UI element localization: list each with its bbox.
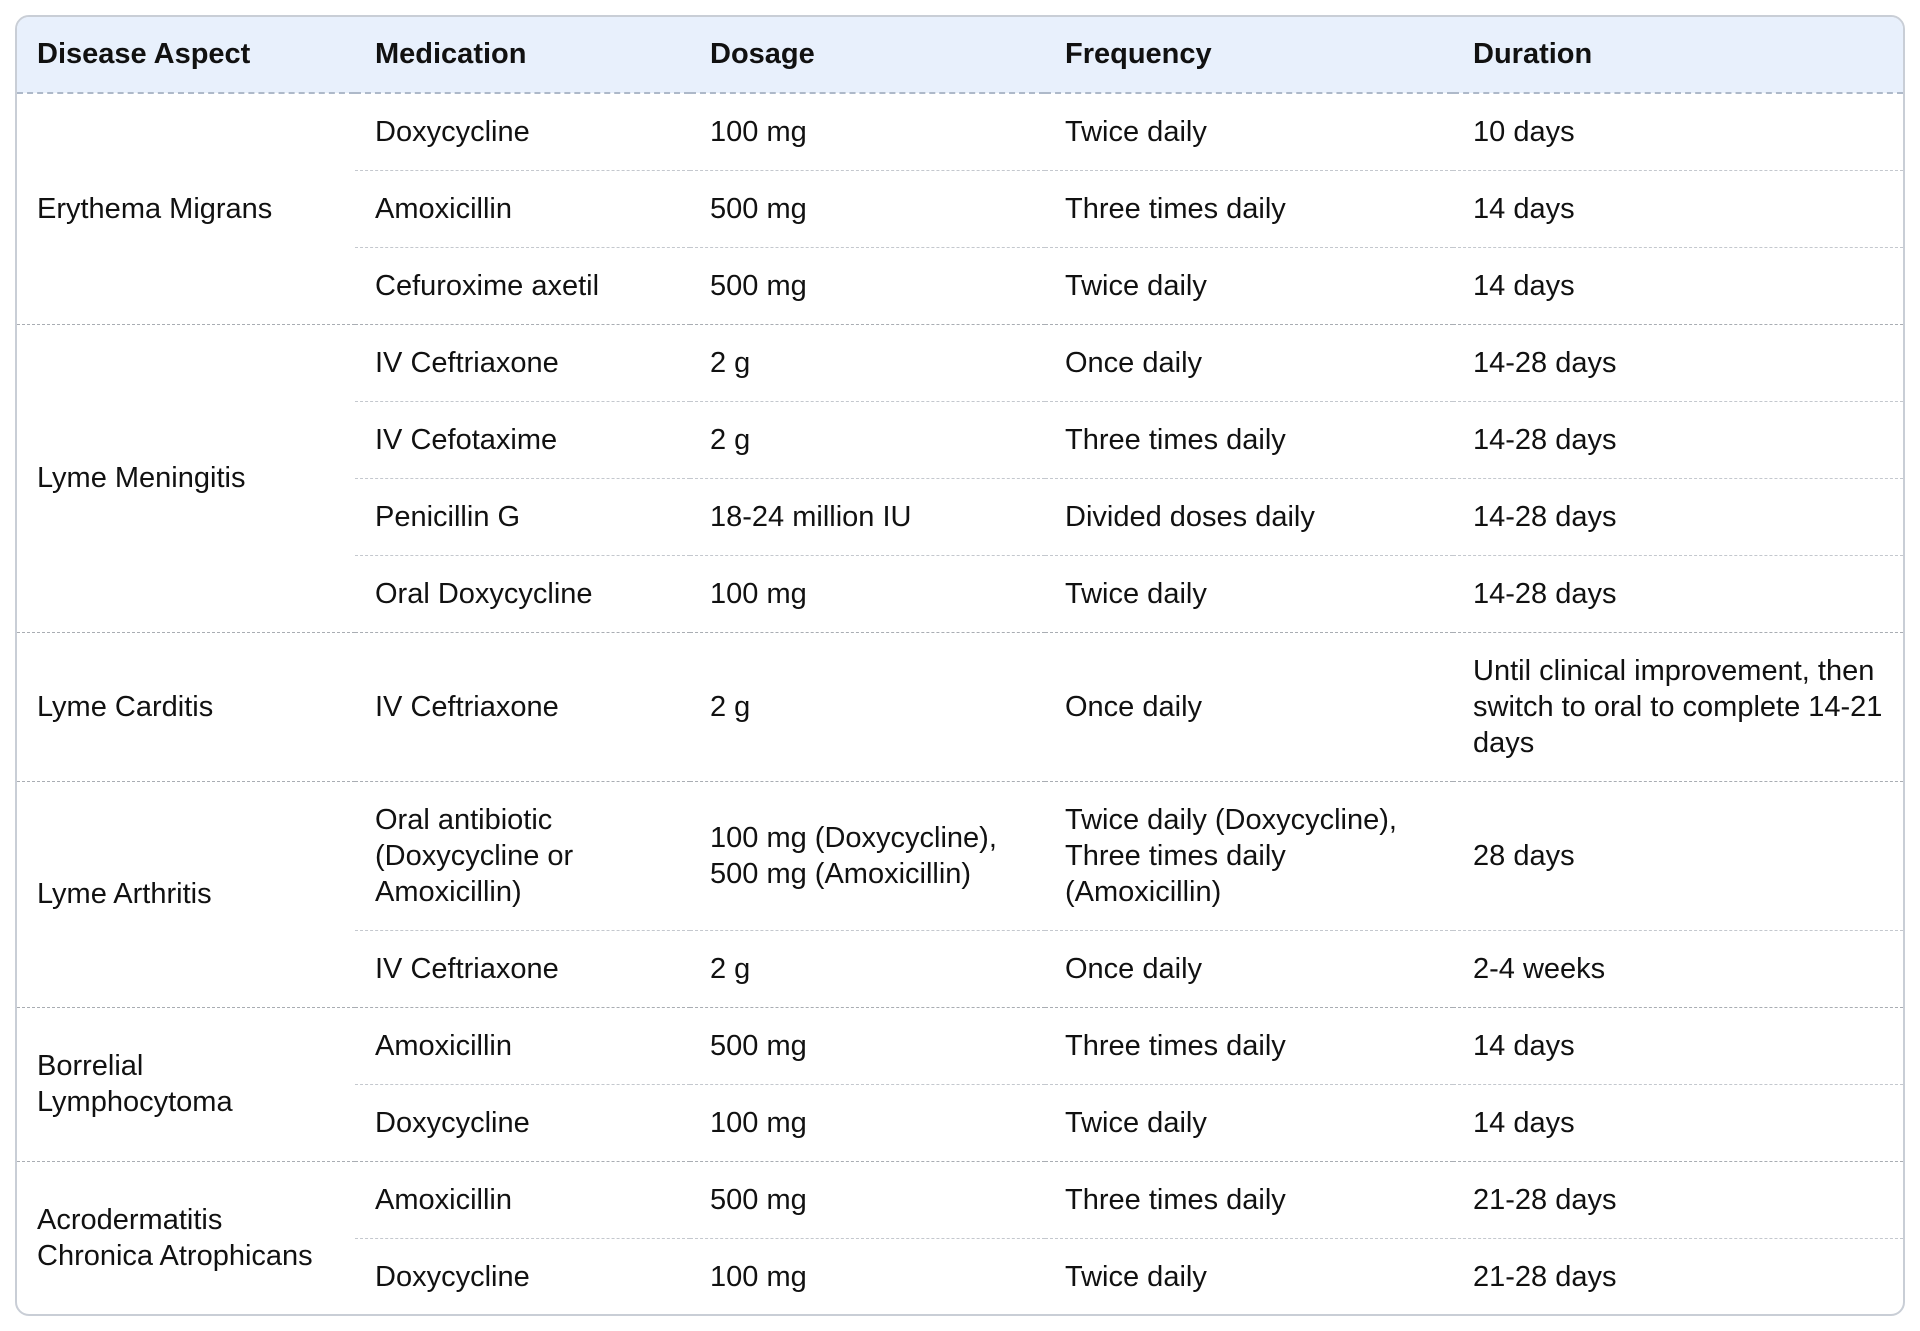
frequency-cell: Divided doses daily (1045, 478, 1453, 555)
frequency-cell: Three times daily (1045, 1007, 1453, 1084)
dosage-cell: 100 mg (710, 1260, 807, 1293)
duration-cell: 21-28 days (1473, 1260, 1617, 1293)
dosage-cell: 2 g (690, 930, 1045, 1007)
duration-cell: 14-28 days (1453, 324, 1903, 401)
disease-aspect-cell: Lyme Arthritis (17, 781, 355, 1007)
frequency-cell: Twice daily (1065, 1260, 1207, 1293)
dosage-cell: 100 mg (690, 555, 1045, 632)
table-row (17, 1007, 1903, 1084)
duration-cell: 14 days (1453, 1084, 1903, 1161)
medication-cell: Doxycycline (355, 93, 690, 170)
frequency-cell: Twice daily (1045, 555, 1453, 632)
frequency-cell: Twice daily (1045, 1084, 1453, 1161)
disease-aspect-cell: Acrodermatitis Chronica Atrophicans (17, 1161, 355, 1315)
duration-cell: 14-28 days (1453, 555, 1903, 632)
medication-cell: Amoxicillin (355, 1161, 690, 1238)
disease-aspect-cell: Lyme Carditis (17, 632, 355, 781)
disease-aspect-cell: Borrelial Lymphocytoma (17, 1007, 355, 1161)
table-row (17, 632, 1903, 781)
frequency-cell: Three times daily (1045, 170, 1453, 247)
duration-cell: Until clinical improvement, then switch to oral to complete 14-21 days (1453, 632, 1903, 781)
dosage-cell: 2 g (690, 324, 1045, 401)
table-row (17, 324, 1903, 401)
frequency-cell: Twice daily (Doxycycline), Three times daily (Amoxicillin) (1045, 781, 1453, 930)
medication-cell: IV Ceftriaxone (355, 930, 690, 1007)
dosage-cell: 100 mg (Doxycycline), 500 mg (Amoxicillin) (690, 781, 1045, 930)
table-row (17, 93, 1903, 170)
medication-cell: Oral Doxycycline (355, 555, 690, 632)
frequency-cell: Once daily (1045, 632, 1453, 781)
disease-aspect-cell: Erythema Migrans (17, 93, 355, 324)
treatment-table (17, 17, 1903, 1316)
table-row (17, 1161, 1903, 1238)
header-row (17, 17, 1903, 93)
frequency-cell: Three times daily (1045, 1161, 1453, 1238)
medication-cell: Oral antibiotic (Doxycycline or Amoxicillin) (355, 781, 690, 930)
duration-cell: 14 days (1453, 170, 1903, 247)
disease-aspect-cell: Lyme Meningitis (17, 324, 355, 632)
dosage-cell: 100 mg (690, 1084, 1045, 1161)
duration-cell: 14 days (1453, 247, 1903, 324)
header-dosage: Dosage (690, 17, 1045, 93)
medication-cell: Cefuroxime axetil (355, 247, 690, 324)
frequency-cell: Twice daily (1045, 247, 1453, 324)
header-duration: Duration (1453, 17, 1903, 93)
dosage-cell: 2 g (690, 632, 1045, 781)
medication-cell: Doxycycline (355, 1084, 690, 1161)
medication-cell: IV Ceftriaxone (355, 632, 690, 781)
table-body (17, 93, 1903, 1315)
treatment-table-card (15, 15, 1905, 1316)
dosage-cell: 2 g (690, 401, 1045, 478)
frequency-cell: Twice daily (1045, 93, 1453, 170)
header-frequency: Frequency (1045, 17, 1453, 93)
frequency-cell: Three times daily (1045, 401, 1453, 478)
dosage-cell: 500 mg (690, 247, 1045, 324)
dosage-cell: 100 mg (690, 93, 1045, 170)
dosage-cell: 500 mg (690, 170, 1045, 247)
header-disease-aspect: Disease Aspect (17, 17, 355, 93)
header-medication: Medication (355, 17, 690, 93)
medication-cell: IV Ceftriaxone (355, 324, 690, 401)
duration-cell: 14-28 days (1453, 478, 1903, 555)
duration-cell: 14-28 days (1453, 401, 1903, 478)
duration-cell: 21-28 days (1453, 1161, 1903, 1238)
frequency-cell: Once daily (1045, 930, 1453, 1007)
medication-cell: IV Cefotaxime (355, 401, 690, 478)
duration-cell: 2-4 weeks (1453, 930, 1903, 1007)
table-row (17, 781, 1903, 930)
duration-cell: 28 days (1453, 781, 1903, 930)
dosage-cell: 500 mg (690, 1007, 1045, 1084)
duration-cell: 10 days (1453, 93, 1903, 170)
medication-cell: Doxycycline (375, 1260, 530, 1293)
duration-cell: 14 days (1453, 1007, 1903, 1084)
table-header (17, 17, 1903, 93)
medication-cell: Penicillin G (355, 478, 690, 555)
frequency-cell: Once daily (1045, 324, 1453, 401)
dosage-cell: 500 mg (690, 1161, 1045, 1238)
dosage-cell: 18-24 million IU (690, 478, 1045, 555)
medication-cell: Amoxicillin (355, 170, 690, 247)
medication-cell: Amoxicillin (355, 1007, 690, 1084)
